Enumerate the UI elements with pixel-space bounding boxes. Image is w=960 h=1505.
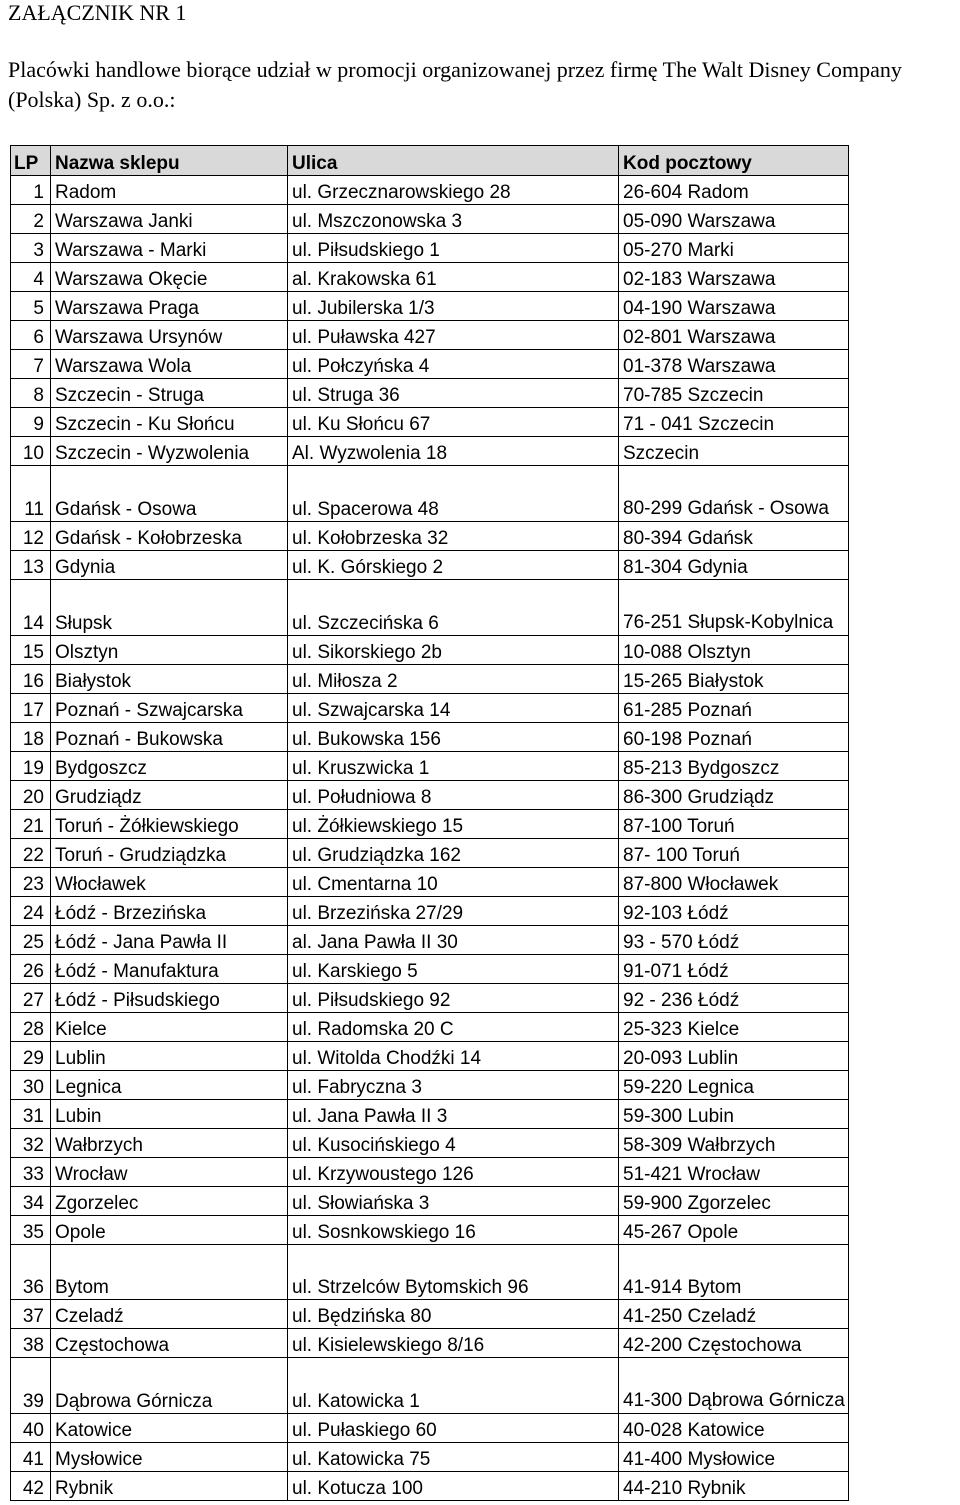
table-row (11, 1071, 849, 1100)
cell-lp: 8 (11, 379, 51, 408)
cell-lp: 30 (11, 1071, 51, 1100)
cell-postal-code: 41-300 Dąbrowa Górnicza (619, 1358, 849, 1414)
cell-store-name: Bydgoszcz (51, 752, 288, 781)
table-row (11, 1414, 849, 1443)
cell-store-name: Bytom (51, 1245, 288, 1300)
cell-lp: 39 (11, 1358, 51, 1414)
cell-postal-code: 60-198 Poznań (619, 723, 849, 752)
cell-lp: 1 (11, 176, 51, 205)
table-row (11, 1443, 849, 1472)
cell-postal-code: 04-190 Warszawa (619, 292, 849, 321)
cell-store-name: Warszawa Wola (51, 350, 288, 379)
cell-postal-code: 59-220 Legnica (619, 1071, 849, 1100)
cell-lp: 28 (11, 1013, 51, 1042)
cell-store-name: Łódź - Brzezińska (51, 897, 288, 926)
cell-street: ul. Żółkiewskiego 15 (288, 810, 619, 839)
cell-lp: 18 (11, 723, 51, 752)
cell-lp: 23 (11, 868, 51, 897)
cell-store-name: Toruń - Żółkiewskiego (51, 810, 288, 839)
cell-lp: 6 (11, 321, 51, 350)
cell-street: ul. Struga 36 (288, 379, 619, 408)
cell-postal-code: 80-299 Gdańsk - Osowa (619, 466, 849, 522)
cell-store-name: Olsztyn (51, 636, 288, 665)
table-row (11, 694, 849, 723)
table-row (11, 1329, 849, 1358)
cell-lp: 17 (11, 694, 51, 723)
cell-lp: 22 (11, 839, 51, 868)
cell-street: ul. Szwajcarska 14 (288, 694, 619, 723)
header-store-name: Nazwa sklepu (51, 146, 288, 176)
table-row (11, 955, 849, 984)
cell-postal-code: 92 - 236 Łódź (619, 984, 849, 1013)
cell-lp: 14 (11, 580, 51, 636)
table-row (11, 176, 849, 205)
cell-postal-code: 76-251 Słupsk-Kobylnica (619, 580, 849, 636)
cell-lp: 19 (11, 752, 51, 781)
cell-street: ul. Karskiego 5 (288, 955, 619, 984)
header-lp: LP (11, 146, 51, 176)
table-row (11, 580, 849, 636)
cell-postal-code: 10-088 Olsztyn (619, 636, 849, 665)
cell-postal-code: 51-421 Wrocław (619, 1158, 849, 1187)
cell-postal-code: 71 - 041 Szczecin (619, 408, 849, 437)
cell-lp: 32 (11, 1129, 51, 1158)
cell-store-name: Poznań - Szwajcarska (51, 694, 288, 723)
table-row (11, 522, 849, 551)
cell-store-name: Szczecin - Ku Słońcu (51, 408, 288, 437)
cell-postal-code: 01-378 Warszawa (619, 350, 849, 379)
cell-street: ul. Ku Słońcu 67 (288, 408, 619, 437)
cell-store-name: Białystok (51, 665, 288, 694)
table-row (11, 205, 849, 234)
table-row (11, 752, 849, 781)
cell-lp: 16 (11, 665, 51, 694)
cell-postal-code: 58-309 Wałbrzych (619, 1129, 849, 1158)
cell-lp: 37 (11, 1300, 51, 1329)
cell-postal-code: 45-267 Opole (619, 1216, 849, 1245)
cell-postal-code: 41-914 Bytom (619, 1245, 849, 1300)
cell-street: ul. Bukowska 156 (288, 723, 619, 752)
table-row (11, 1472, 849, 1501)
cell-lp: 29 (11, 1042, 51, 1071)
cell-store-name: Warszawa Praga (51, 292, 288, 321)
cell-street: ul. Mszczonowska 3 (288, 205, 619, 234)
cell-postal-code: 59-300 Lubin (619, 1100, 849, 1129)
table-row (11, 1300, 849, 1329)
cell-postal-code: 81-304 Gdynia (619, 551, 849, 580)
cell-lp: 10 (11, 437, 51, 466)
cell-store-name: Gdynia (51, 551, 288, 580)
cell-lp: 41 (11, 1443, 51, 1472)
cell-lp: 4 (11, 263, 51, 292)
cell-postal-code: 42-200 Częstochowa (619, 1329, 849, 1358)
cell-postal-code: 91-071 Łódź (619, 955, 849, 984)
cell-postal-code: 20-093 Lublin (619, 1042, 849, 1071)
cell-postal-code: 70-785 Szczecin (619, 379, 849, 408)
cell-lp: 33 (11, 1158, 51, 1187)
table-row (11, 350, 849, 379)
cell-street: ul. Katowicka 75 (288, 1443, 619, 1472)
page-title: ZAŁĄCZNIK NR 1 (8, 0, 187, 25)
cell-lp: 13 (11, 551, 51, 580)
cell-postal-code: 15-265 Białystok (619, 665, 849, 694)
table-row (11, 1013, 849, 1042)
table-row (11, 292, 849, 321)
cell-postal-code: 85-213 Bydgoszcz (619, 752, 849, 781)
cell-street: ul. Południowa 8 (288, 781, 619, 810)
cell-street: ul. K. Górskiego 2 (288, 551, 619, 580)
cell-lp: 35 (11, 1216, 51, 1245)
table-row (11, 234, 849, 263)
cell-street: ul. Grzecznarowskiego 28 (288, 176, 619, 205)
cell-postal-code: Szczecin (619, 437, 849, 466)
cell-street: ul. Będzińska 80 (288, 1300, 619, 1329)
cell-street: ul. Połczyńska 4 (288, 350, 619, 379)
cell-lp: 38 (11, 1329, 51, 1358)
cell-lp: 20 (11, 781, 51, 810)
cell-street: al. Krakowska 61 (288, 263, 619, 292)
cell-street: ul. Pułaskiego 60 (288, 1414, 619, 1443)
cell-lp: 26 (11, 955, 51, 984)
table-row (11, 723, 849, 752)
table-row (11, 984, 849, 1013)
cell-postal-code: 05-270 Marki (619, 234, 849, 263)
cell-street: ul. Witolda Chodźki 14 (288, 1042, 619, 1071)
table-row (11, 263, 849, 292)
table-row (11, 466, 849, 522)
cell-street: ul. Słowiańska 3 (288, 1187, 619, 1216)
header-postal-code: Kod pocztowy (619, 146, 849, 176)
cell-store-name: Częstochowa (51, 1329, 288, 1358)
cell-street: ul. Brzezińska 27/29 (288, 897, 619, 926)
cell-postal-code: 26-604 Radom (619, 176, 849, 205)
cell-lp: 36 (11, 1245, 51, 1300)
header-street: Ulica (288, 146, 619, 176)
cell-lp: 2 (11, 205, 51, 234)
cell-postal-code: 02-801 Warszawa (619, 321, 849, 350)
cell-lp: 31 (11, 1100, 51, 1129)
cell-lp: 9 (11, 408, 51, 437)
cell-store-name: Warszawa - Marki (51, 234, 288, 263)
cell-lp: 21 (11, 810, 51, 839)
cell-store-name: Łódź - Manufaktura (51, 955, 288, 984)
table-row (11, 897, 849, 926)
cell-store-name: Kielce (51, 1013, 288, 1042)
cell-postal-code: 93 - 570 Łódź (619, 926, 849, 955)
table-row (11, 665, 849, 694)
cell-postal-code: 61-285 Poznań (619, 694, 849, 723)
cell-postal-code: 40-028 Katowice (619, 1414, 849, 1443)
cell-lp: 11 (11, 466, 51, 522)
table-body (11, 176, 849, 1501)
cell-postal-code: 44-210 Rybnik (619, 1472, 849, 1501)
cell-store-name: Wrocław (51, 1158, 288, 1187)
table-row (11, 1358, 849, 1414)
table-row (11, 1216, 849, 1245)
table-row (11, 1100, 849, 1129)
cell-store-name: Radom (51, 176, 288, 205)
cell-lp: 40 (11, 1414, 51, 1443)
table-row (11, 321, 849, 350)
cell-store-name: Lubin (51, 1100, 288, 1129)
table-row (11, 408, 849, 437)
cell-store-name: Warszawa Ursynów (51, 321, 288, 350)
cell-street: ul. Cmentarna 10 (288, 868, 619, 897)
table-row (11, 1187, 849, 1216)
cell-street: ul. Grudziądzka 162 (288, 839, 619, 868)
table-row (11, 551, 849, 580)
cell-lp: 42 (11, 1472, 51, 1501)
cell-store-name: Wałbrzych (51, 1129, 288, 1158)
cell-lp: 12 (11, 522, 51, 551)
cell-store-name: Grudziądz (51, 781, 288, 810)
cell-postal-code: 25-323 Kielce (619, 1013, 849, 1042)
cell-postal-code: 80-394 Gdańsk (619, 522, 849, 551)
cell-store-name: Opole (51, 1216, 288, 1245)
cell-lp: 24 (11, 897, 51, 926)
cell-street: ul. Sikorskiego 2b (288, 636, 619, 665)
cell-store-name: Zgorzelec (51, 1187, 288, 1216)
table-row (11, 1042, 849, 1071)
cell-lp: 34 (11, 1187, 51, 1216)
cell-street: ul. Piłsudskiego 92 (288, 984, 619, 1013)
cell-store-name: Gdańsk - Osowa (51, 466, 288, 522)
cell-postal-code: 87-100 Toruń (619, 810, 849, 839)
cell-store-name: Włocławek (51, 868, 288, 897)
cell-street: ul. Kusocińskiego 4 (288, 1129, 619, 1158)
cell-street: ul. Kisielewskiego 8/16 (288, 1329, 619, 1358)
cell-postal-code: 41-400 Mysłowice (619, 1443, 849, 1472)
table-row (11, 1245, 849, 1300)
cell-store-name: Gdańsk - Kołobrzeska (51, 522, 288, 551)
cell-postal-code: 87-800 Włocławek (619, 868, 849, 897)
cell-store-name: Poznań - Bukowska (51, 723, 288, 752)
cell-street: ul. Kołobrzeska 32 (288, 522, 619, 551)
cell-street: ul. Puławska 427 (288, 321, 619, 350)
cell-street: ul. Kotucza 100 (288, 1472, 619, 1501)
cell-store-name: Szczecin - Struga (51, 379, 288, 408)
cell-store-name: Warszawa Janki (51, 205, 288, 234)
table-row (11, 1129, 849, 1158)
table-row (11, 810, 849, 839)
cell-street: ul. Radomska 20 C (288, 1013, 619, 1042)
cell-store-name: Katowice (51, 1414, 288, 1443)
cell-street: ul. Strzelców Bytomskich 96 (288, 1245, 619, 1300)
stores-table (10, 145, 849, 1501)
table-row (11, 781, 849, 810)
table-row (11, 1158, 849, 1187)
cell-lp: 7 (11, 350, 51, 379)
cell-store-name: Czeladź (51, 1300, 288, 1329)
table-row (11, 926, 849, 955)
table-header-row (11, 146, 849, 176)
cell-street: ul. Jubilerska 1/3 (288, 292, 619, 321)
cell-store-name: Legnica (51, 1071, 288, 1100)
cell-postal-code: 02-183 Warszawa (619, 263, 849, 292)
cell-street: ul. Sosnkowskiego 16 (288, 1216, 619, 1245)
cell-store-name: Dąbrowa Górnicza (51, 1358, 288, 1414)
cell-street: ul. Katowicka 1 (288, 1358, 619, 1414)
cell-lp: 15 (11, 636, 51, 665)
cell-street: ul. Fabryczna 3 (288, 1071, 619, 1100)
cell-store-name: Warszawa Okęcie (51, 263, 288, 292)
cell-store-name: Łódź - Jana Pawła II (51, 926, 288, 955)
cell-street: ul. Kruszwicka 1 (288, 752, 619, 781)
table-row (11, 379, 849, 408)
cell-store-name: Mysłowice (51, 1443, 288, 1472)
cell-postal-code: 92-103 Łódź (619, 897, 849, 926)
cell-lp: 27 (11, 984, 51, 1013)
cell-store-name: Łódź - Piłsudskiego (51, 984, 288, 1013)
cell-postal-code: 87- 100 Toruń (619, 839, 849, 868)
cell-store-name: Szczecin - Wyzwolenia (51, 437, 288, 466)
cell-postal-code: 41-250 Czeladź (619, 1300, 849, 1329)
cell-street: al. Jana Pawła II 30 (288, 926, 619, 955)
table-row (11, 437, 849, 466)
cell-postal-code: 86-300 Grudziądz (619, 781, 849, 810)
intro-paragraph: Placówki handlowe biorące udział w promocji organizowanej przez firmę The Walt Disney Company (Polska) Sp. z o.o.: (8, 57, 902, 112)
cell-street: ul. Miłosza 2 (288, 665, 619, 694)
cell-lp: 3 (11, 234, 51, 263)
cell-street: ul. Krzywoustego 126 (288, 1158, 619, 1187)
table-row (11, 636, 849, 665)
cell-lp: 5 (11, 292, 51, 321)
cell-street: ul. Piłsudskiego 1 (288, 234, 619, 263)
cell-store-name: Słupsk (51, 580, 288, 636)
cell-store-name: Rybnik (51, 1472, 288, 1501)
cell-store-name: Toruń - Grudziądzka (51, 839, 288, 868)
cell-street: Al. Wyzwolenia 18 (288, 437, 619, 466)
cell-postal-code: 59-900 Zgorzelec (619, 1187, 849, 1216)
cell-lp: 25 (11, 926, 51, 955)
cell-street: ul. Szczecińska 6 (288, 580, 619, 636)
table-row (11, 839, 849, 868)
cell-postal-code: 05-090 Warszawa (619, 205, 849, 234)
table-row (11, 868, 849, 897)
cell-street: ul. Spacerowa 48 (288, 466, 619, 522)
cell-street: ul. Jana Pawła II 3 (288, 1100, 619, 1129)
cell-store-name: Lublin (51, 1042, 288, 1071)
